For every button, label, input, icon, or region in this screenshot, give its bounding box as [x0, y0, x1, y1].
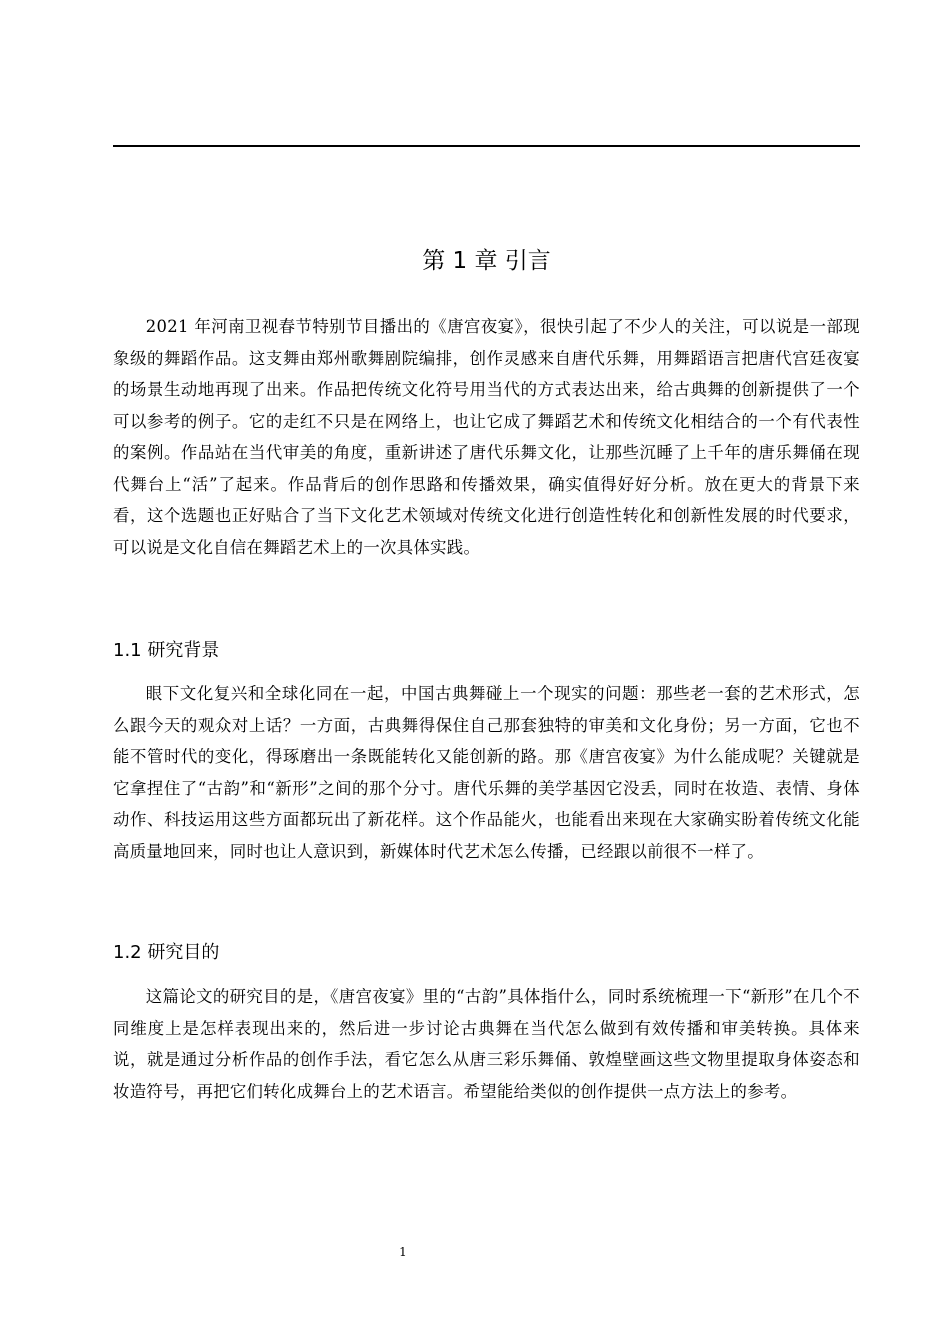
section-body-background: 眼下文化复兴和全球化同在一起，中国古典舞碰上一个现实的问题：那些老一套的艺术形式，怎么跟今天的观众对上话？一方面，古典舞得保住自己那套独特的审美和文化身份；另一方面，它也不能不管时代的变化，得琢磨出一条既能转化又能创新的路。那《唐宫夜宴》为什么能成呢？关键就是它拿捏住了“古韵”和“新形”之间的那个分寸。唐代乐舞的美学基因它没丢，同时在妆造、表情、身体动作、科技运用这些方面都玩出了新花样。这个作品能火，也能看出来现在大家确实盼着传统文化能高质量地回来，同时也让人意识到，新媒体时代艺术怎么传播，已经跟以前很不一样了。 — [113, 684, 860, 861]
page-number: 1 — [399, 1245, 407, 1259]
intro-paragraph: 2021 年河南卫视春节特别节目播出的《唐宫夜宴》，很快引起了不少人的关注，可以说是一部现象级的舞蹈作品。这支舞由郑州歌舞剧院编排，创作灵感来自唐代乐舞，用舞蹈语言把唐代宫廷夜宴的场景生动地再现了出来。作品把传统文化符号用当代的方式表达出来，给古典舞的创新提供了一个可以参考的例子。它的走红不只是在网络上，也让它成了舞蹈艺术和传统文化相结合的一个有代表性的案例。作品站在当代审美的角度，重新讲述了唐代乐舞文化，让那些沉睡了上千年的唐乐舞俑在现代舞台上“活”了起来。作品背后的创作思路和传播效果，确实值得好好分析。放在更大的背景下来看，这个选题也正好贴合了当下文化艺术领域对传统文化进行创造性转化和创新性发展的时代要求，可以说是文化自信在舞蹈艺术上的一次具体实践。 — [113, 317, 860, 557]
chapter-title: 第 1 章 引言 — [422, 248, 551, 274]
section-body-purpose: 这篇论文的研究目的是，《唐宫夜宴》里的“古韵”具体指什么，同时系统梳理一下“新形”在几个不同维度上是怎样表现出来的，然后进一步讨论古典舞在当代怎么做到有效传播和审美转换。具体来说，就是通过分析作品的创作手法，看它怎么从唐三彩乐舞俑、敦煌壁画这些文物里提取身体姿态和妆造符号，再把它们转化成舞台上的艺术语言。希望能给类似的创作提供一点方法上的参考。 — [113, 987, 860, 1101]
header-rule — [113, 145, 860, 147]
section-heading-background: 1.1 研究背景 — [113, 640, 220, 661]
section-heading-purpose: 1.2 研究目的 — [113, 942, 220, 963]
